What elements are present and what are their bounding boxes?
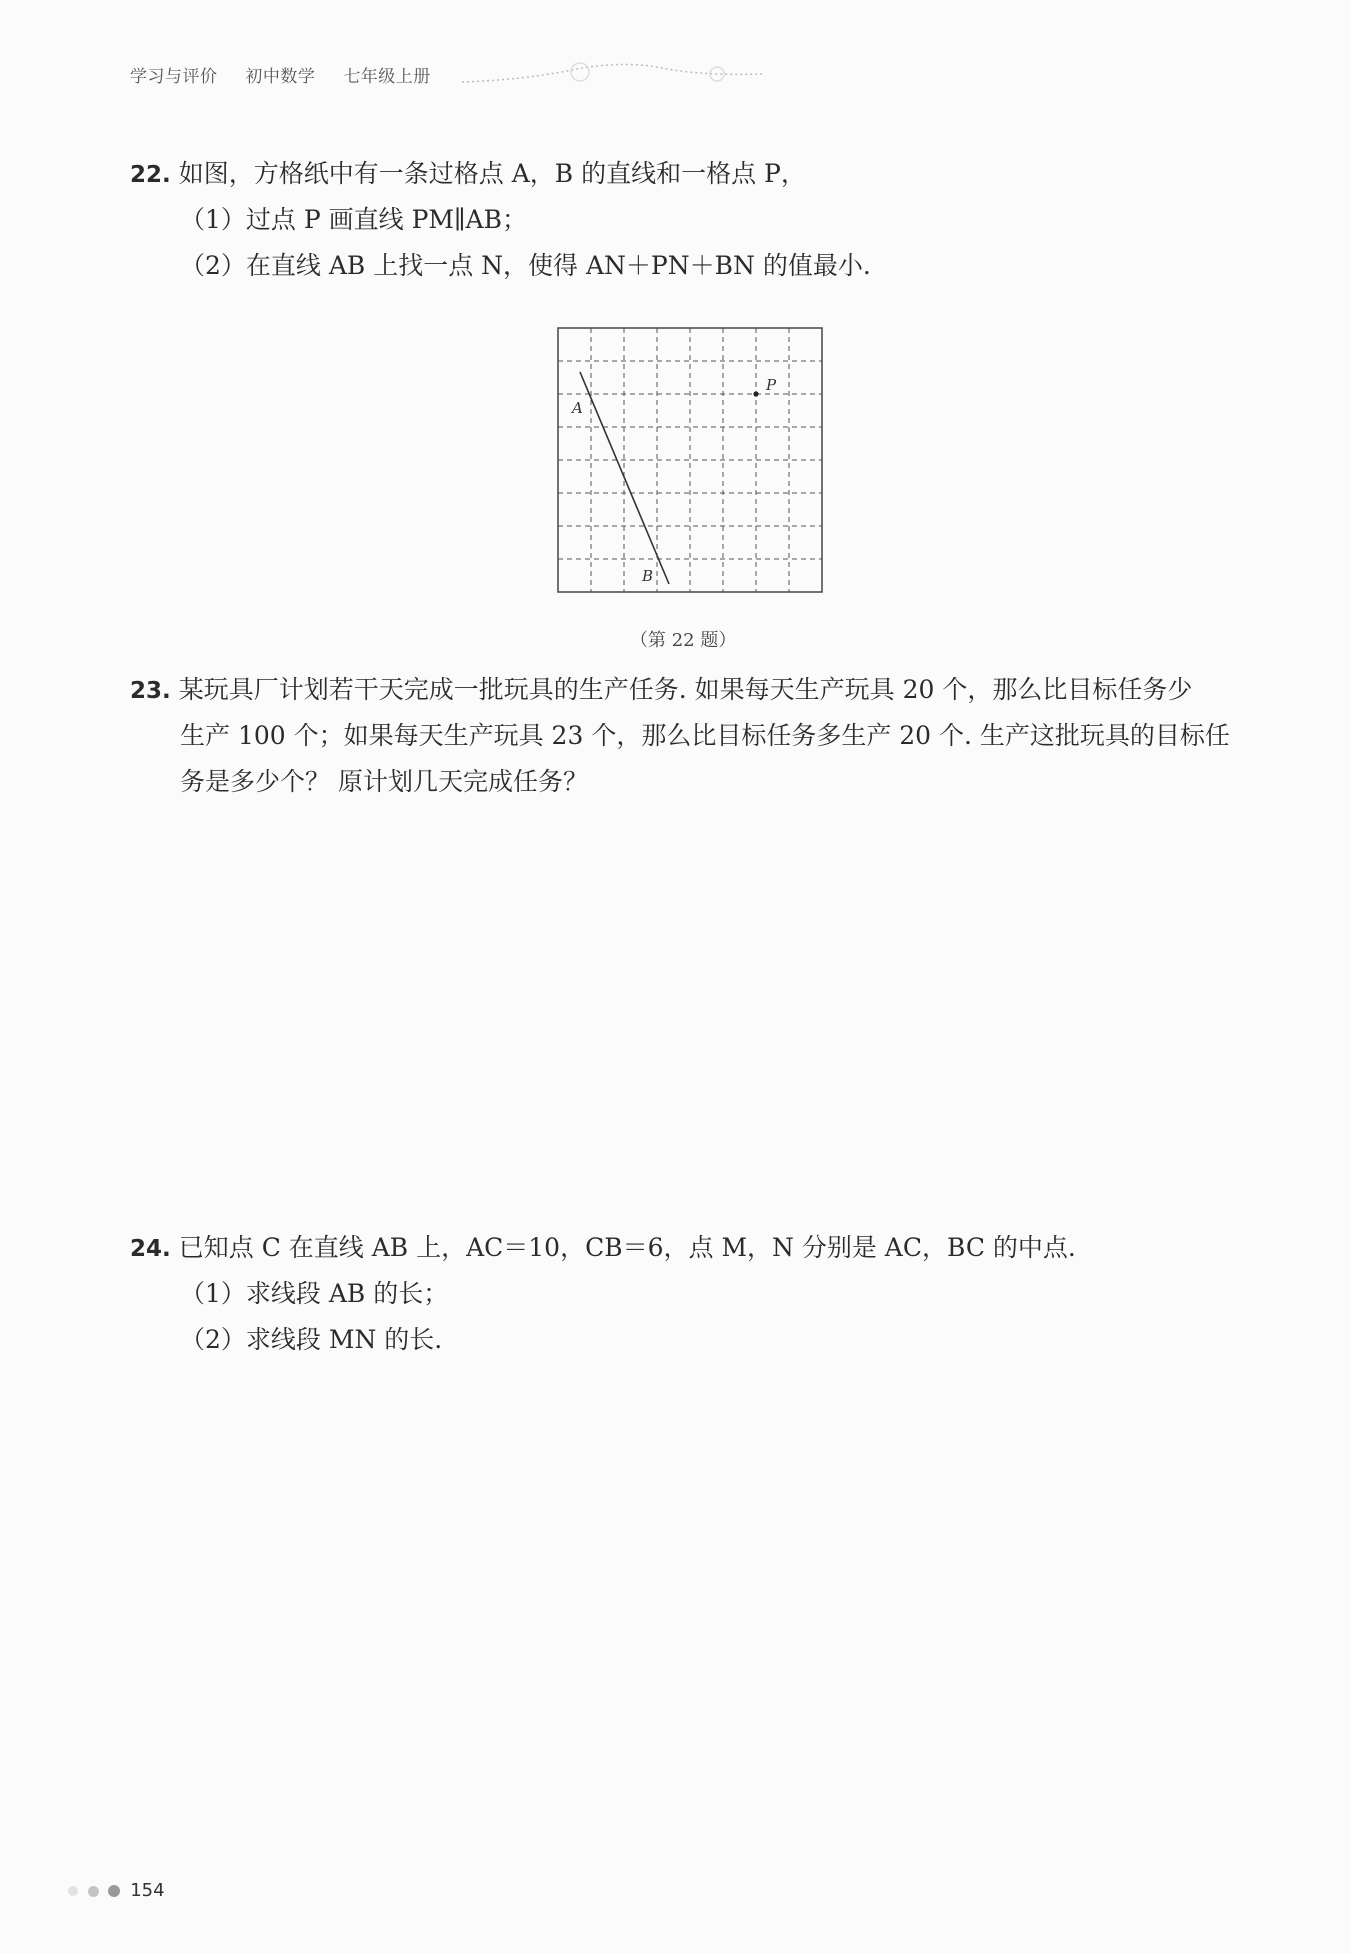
header-decoration <box>462 52 762 92</box>
figure-caption: （第 22 题） <box>630 630 737 651</box>
question-23-text-1: 某玩具厂计划若干天完成一批玩具的生产任务. 如果每天生产玩具 20 个，那么比目标任务少 <box>178 675 1193 704</box>
point-b-label: B <box>642 567 654 585</box>
question-23-line-3: 务是多少个？ 原计划几天完成任务？ <box>180 767 588 796</box>
point-p-dot <box>753 391 758 396</box>
question-22-part-1: （1）过点 P 画直线 PM∥AB； <box>180 205 527 234</box>
page-number: 154 <box>130 1880 165 1901</box>
question-24-part-1: （1）求线段 AB 的长； <box>180 1279 449 1308</box>
question-22-stem <box>130 150 806 199</box>
question-22-part-2: （2）在直线 AB 上找一点 N，使得 AN＋PN＋BN 的值最小. <box>180 251 871 280</box>
page-footer <box>68 1880 165 1901</box>
header-grade: 七年级上册 <box>343 67 431 87</box>
footer-dot-light <box>68 1886 78 1896</box>
question-24-text: 已知点 C 在直线 AB 上，AC＝10，CB＝6，点 M，N 分别是 AC，BC 的中点. <box>178 1233 1076 1262</box>
header-subject: 初中数学 <box>245 67 316 87</box>
question-22-number: 22. <box>130 162 171 188</box>
point-a-label: A <box>572 399 583 417</box>
question-23-number: 23. <box>130 678 171 704</box>
footer-dot-dark <box>108 1885 120 1897</box>
question-24-number: 24. <box>130 1236 171 1262</box>
question-22-text: 如图，方格纸中有一条过格点 A，B 的直线和一格点 P， <box>178 159 806 188</box>
question-24-part-2: （2）求线段 MN 的长. <box>180 1325 443 1354</box>
question-23-line-1 <box>130 666 1192 715</box>
question-22-grid-figure <box>556 326 828 604</box>
header-book-title: 学习与评价 <box>130 67 218 87</box>
grid-dashed-lines <box>558 328 822 592</box>
page-header <box>130 62 453 87</box>
question-24-stem <box>130 1224 1076 1273</box>
question-23-line-2: 生产 100 个；如果每天生产玩具 23 个，那么比目标任务多生产 20 个. 生产这批玩具的目标任 <box>180 721 1230 750</box>
point-p-label: P <box>766 376 777 394</box>
footer-dot-mid <box>88 1886 99 1897</box>
